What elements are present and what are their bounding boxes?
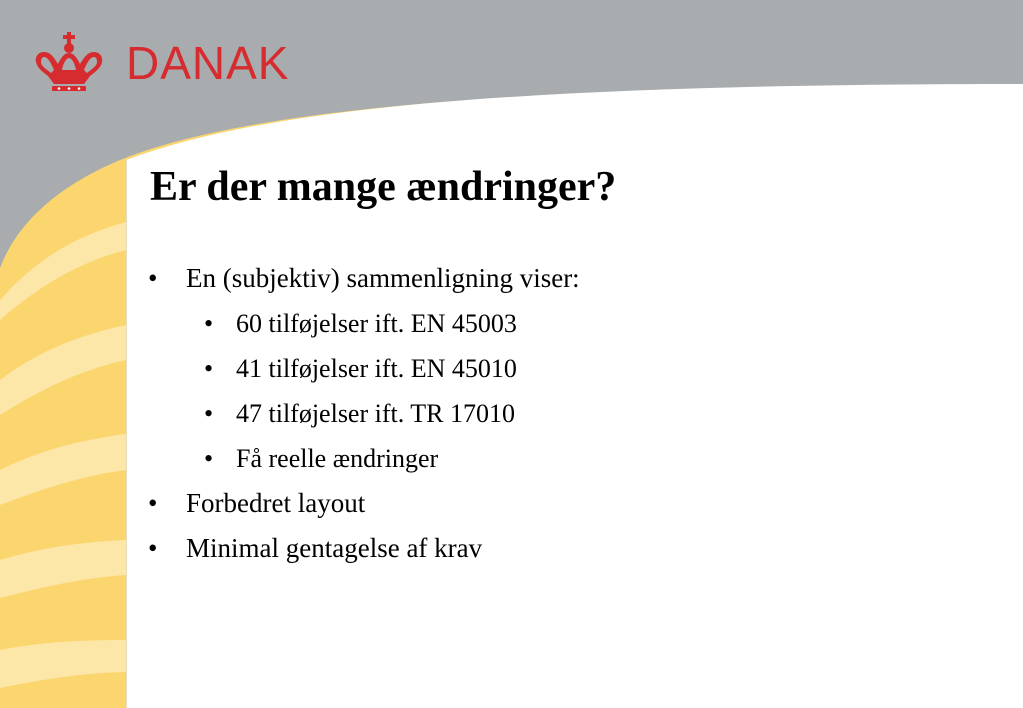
bullet-item bbox=[148, 256, 580, 301]
bullet-marker: • bbox=[204, 444, 214, 473]
bullet-text: Minimal gentagelse af krav bbox=[186, 533, 483, 563]
bullet-marker: • bbox=[204, 354, 214, 383]
bullet-list bbox=[148, 256, 580, 571]
bullet-text: Få reelle ændringer bbox=[236, 444, 439, 473]
bullet-marker: • bbox=[148, 263, 158, 293]
sub-bullet-item bbox=[148, 436, 580, 481]
bullet-item bbox=[148, 481, 580, 526]
bullet-text: 41 tilføjelser ift. EN 45010 bbox=[236, 354, 517, 383]
bullet-text: Forbedret layout bbox=[186, 488, 366, 518]
bullet-marker: • bbox=[204, 309, 214, 338]
slide-title: Er der mange ændringer? bbox=[150, 164, 617, 210]
bullet-item bbox=[148, 526, 580, 571]
danak-logo bbox=[34, 32, 289, 94]
sub-bullet-item bbox=[148, 346, 580, 391]
bullet-marker: • bbox=[204, 399, 214, 428]
logo-text: DANAK bbox=[126, 37, 290, 89]
crown-icon bbox=[34, 32, 104, 94]
bullet-text: 60 tilføjelser ift. EN 45003 bbox=[236, 309, 517, 338]
bullet-text: En (subjektiv) sammenligning viser: bbox=[186, 263, 580, 293]
sub-bullet-item bbox=[148, 391, 580, 436]
bullet-text: 47 tilføjelser ift. TR 17010 bbox=[236, 399, 515, 428]
sub-bullet-item bbox=[148, 301, 580, 346]
bullet-marker: • bbox=[148, 488, 158, 518]
bullet-marker: • bbox=[148, 533, 158, 563]
